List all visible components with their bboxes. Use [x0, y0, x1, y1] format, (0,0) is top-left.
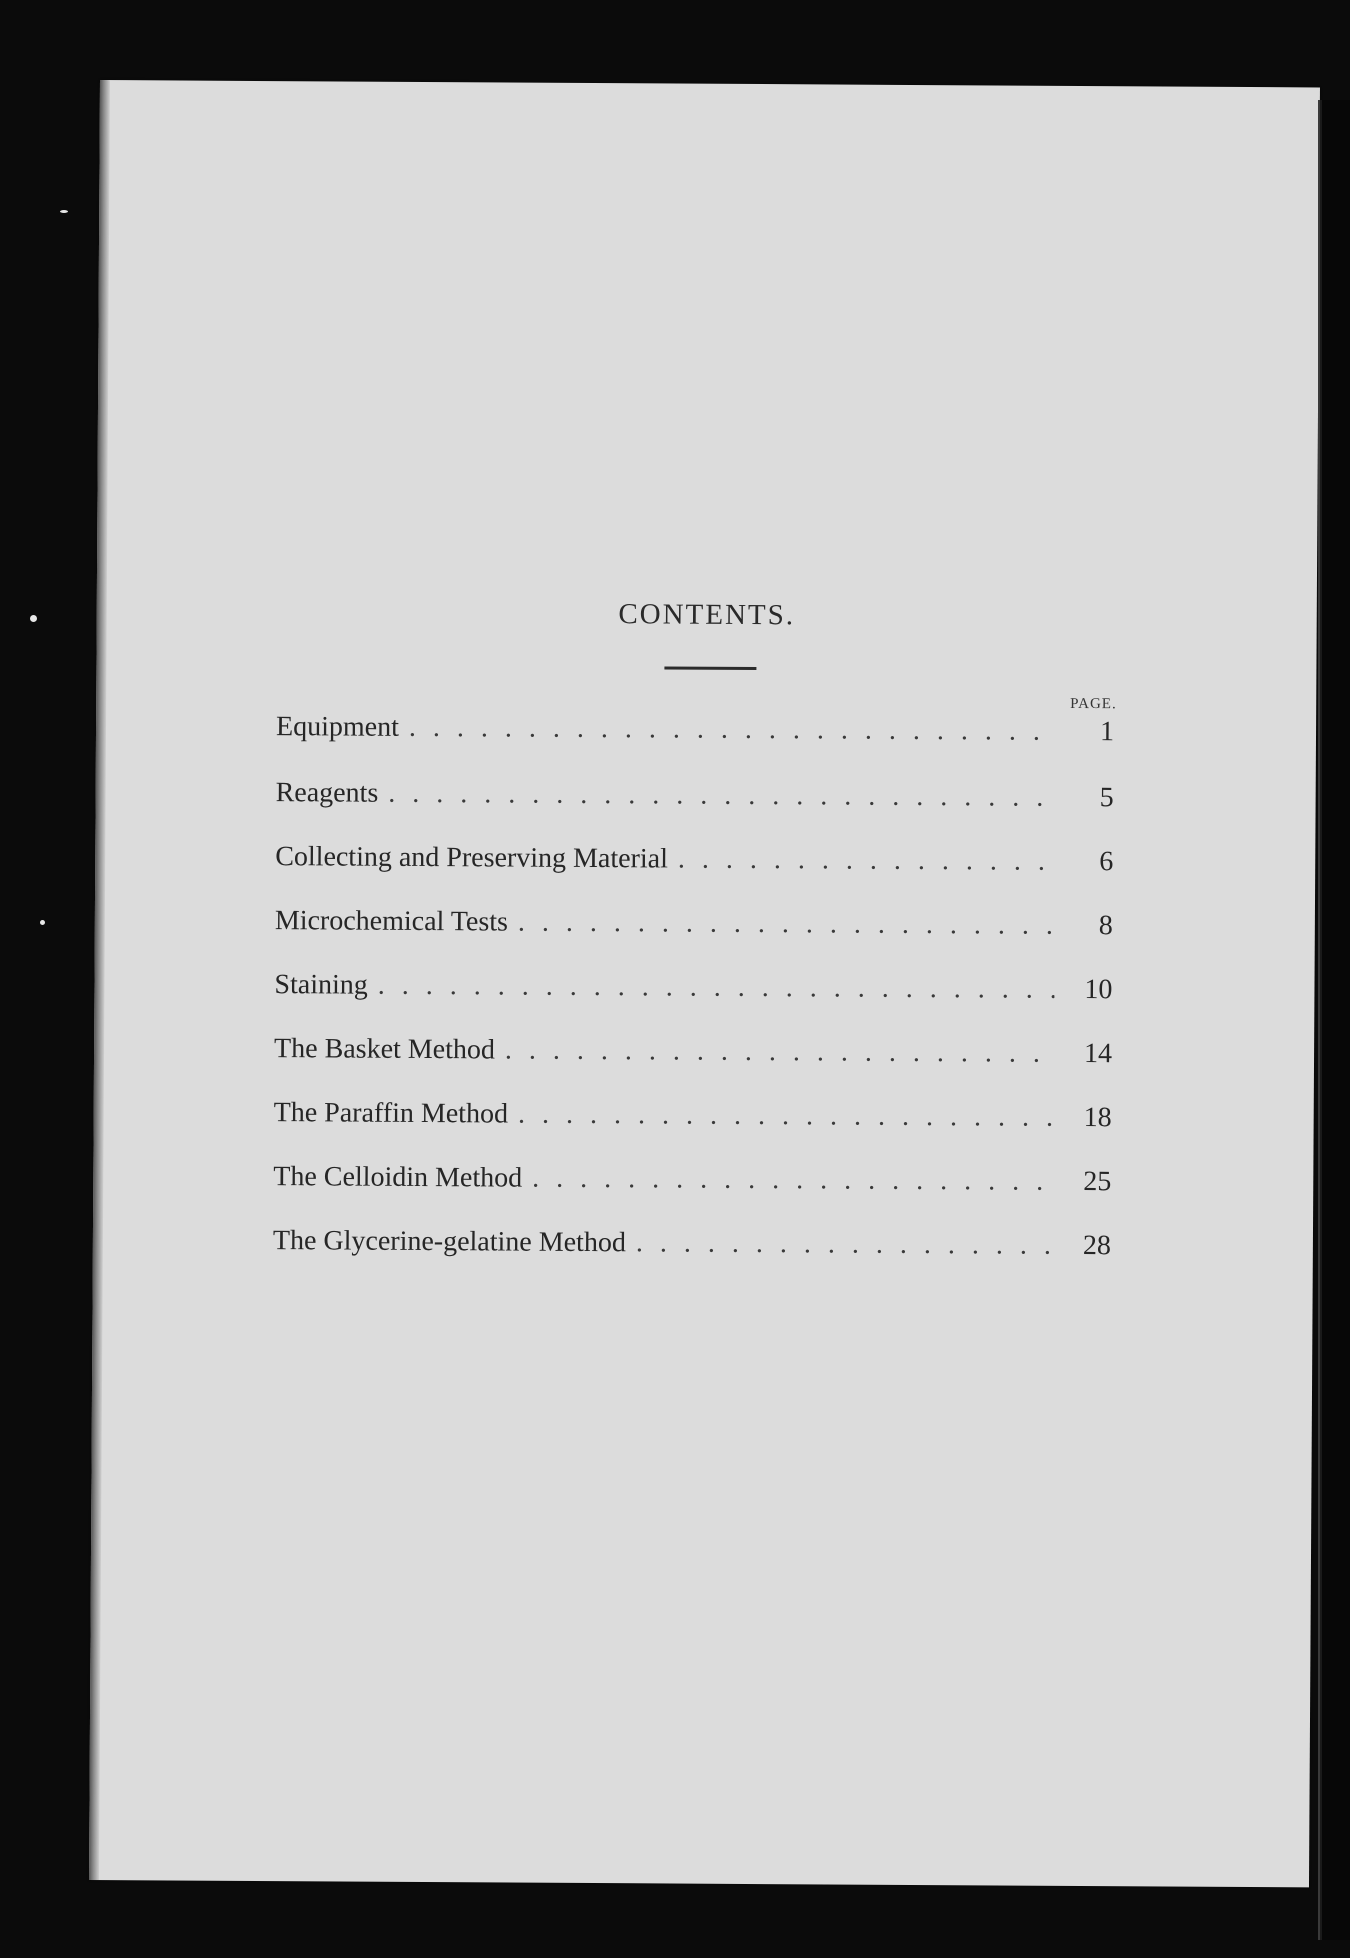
toc-entry-title: The Celloidin Method: [273, 1161, 523, 1194]
toc-entry-title: Collecting and Preserving Material: [275, 841, 669, 875]
toc-entry-title: The Paraffin Method: [273, 1097, 509, 1130]
toc-entry-page: 14: [1083, 1038, 1113, 1070]
toc-entry-page: 18: [1083, 1102, 1112, 1134]
toc-entry: [273, 1225, 1123, 1294]
dot-leader: [378, 970, 1055, 1006]
toc-entry-page: 6: [1099, 846, 1114, 878]
toc-entry-title: Equipment: [275, 711, 400, 743]
dot-leader: [518, 907, 1055, 942]
toc-entry: [273, 1097, 1123, 1166]
dot-leader: [518, 1099, 1054, 1134]
toc-entry-page: 28: [1082, 1230, 1111, 1262]
toc-entry-page: 10: [1084, 974, 1113, 1006]
toc-entry: [273, 1161, 1123, 1230]
toc-entry: [274, 969, 1124, 1038]
dot-leader: [678, 844, 1056, 878]
book-page: [89, 80, 1320, 1887]
toc-entry: [275, 905, 1125, 974]
toc-entry-title: Staining: [274, 969, 368, 1001]
toc-entry-page: 8: [1098, 910, 1113, 942]
dot-leader: [388, 778, 1056, 814]
dot-leader: [409, 712, 1056, 748]
toc-entry: [275, 841, 1125, 910]
scan-margin: [1322, 100, 1350, 1940]
dot-leader: [505, 1034, 1054, 1069]
toc-entry-title: Microchemical Tests: [274, 905, 509, 938]
dot-leader: [532, 1163, 1053, 1198]
toc-entry-page: 5: [1099, 782, 1114, 814]
toc-entry-page: 25: [1083, 1166, 1112, 1198]
toc-entry-title: The Glycerine-gelatine Method: [272, 1225, 626, 1259]
toc-entry-title: Reagents: [275, 777, 379, 809]
page-column-label: PAGE.: [1070, 695, 1117, 713]
toc-entry-page: 1: [1099, 716, 1115, 748]
toc-entry: [275, 777, 1125, 846]
toc-entry-title: The Basket Method: [273, 1033, 496, 1066]
contents-heading: CONTENTS.: [618, 598, 796, 632]
toc-entry: [274, 1033, 1124, 1102]
toc-entry: [276, 711, 1126, 782]
toc-list: [273, 711, 1127, 1294]
heading-rule: [664, 666, 756, 670]
dot-leader: [636, 1227, 1053, 1262]
